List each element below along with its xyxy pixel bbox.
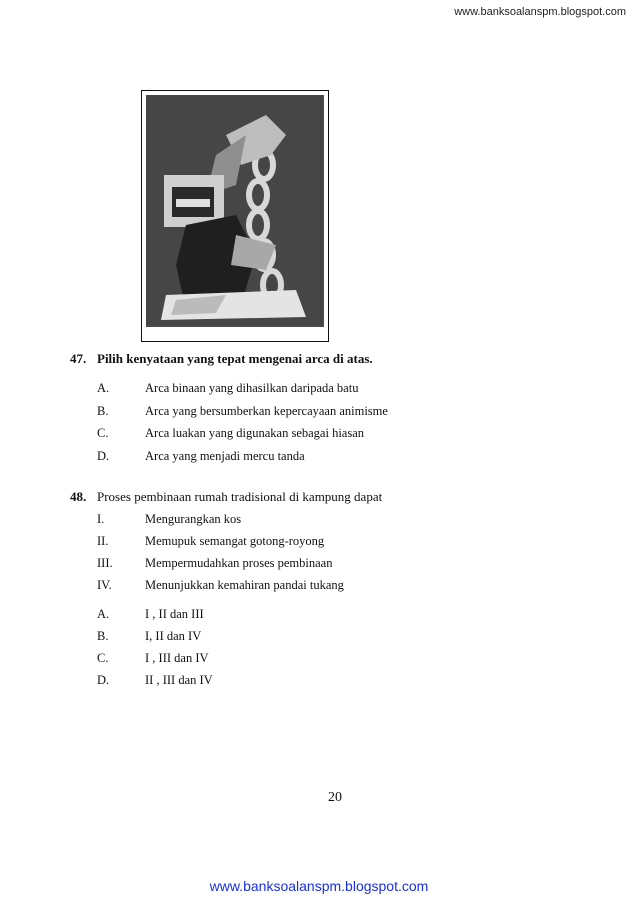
option-label: D. — [97, 673, 110, 687]
q48-statement-1 — [97, 511, 241, 527]
option-text: I, II dan IV — [145, 629, 202, 643]
option-text: Arca binaan yang dihasilkan daripada batu — [145, 381, 359, 395]
q48-option-c — [97, 650, 209, 666]
q48-statement-2 — [97, 533, 324, 549]
statement-text: Memupuk semangat gotong-royong — [145, 534, 325, 548]
header-url: www.banksoalanspm.blogspot.com — [454, 6, 626, 18]
statement-text: Mengurangkan kos — [145, 512, 242, 526]
statement-text: Menunjukkan kemahiran pandai tukang — [145, 578, 344, 592]
option-label: A. — [97, 381, 110, 395]
statue-figure — [141, 90, 329, 342]
question-47-stem — [70, 351, 590, 367]
statement-label: III. — [97, 556, 113, 570]
option-text: I , II dan III — [145, 607, 204, 621]
carved-statue-photo-icon — [146, 95, 324, 327]
q48-statement-3 — [97, 555, 332, 571]
q47-option-d — [97, 448, 305, 464]
option-text: Arca yang menjadi mercu tanda — [145, 449, 305, 463]
q47-option-c — [97, 425, 364, 441]
option-label: B. — [97, 629, 109, 643]
option-label: C. — [97, 651, 109, 665]
option-label: A. — [97, 607, 110, 621]
q48-option-d — [97, 672, 213, 688]
q48-option-b — [97, 628, 201, 644]
question-47-number: 47. — [70, 351, 87, 366]
statement-label: I. — [97, 512, 105, 526]
option-text: Arca yang bersumberkan kepercayaan animisme — [145, 404, 388, 418]
q47-option-a — [97, 380, 358, 396]
option-text: I , III dan IV — [145, 651, 209, 665]
statement-label: IV. — [97, 578, 112, 592]
statement-label: II. — [97, 534, 109, 548]
option-label: C. — [97, 426, 109, 440]
option-label: D. — [97, 449, 110, 463]
question-48-text: Proses pembinaan rumah tradisional di kampung dapat — [97, 489, 383, 504]
option-label: B. — [97, 404, 109, 418]
page-number: 20 — [328, 790, 342, 805]
statement-text: Mempermudahkan proses pembinaan — [145, 556, 333, 570]
q48-statement-4 — [97, 577, 344, 593]
option-text: Arca luakan yang digunakan sebagai hiasan — [145, 426, 365, 440]
q47-option-b — [97, 403, 388, 419]
question-48-stem — [70, 489, 590, 505]
question-47-text: Pilih kenyataan yang tepat mengenai arca di atas. — [97, 351, 373, 366]
q48-option-a — [97, 606, 204, 622]
option-text: II , III dan IV — [145, 673, 213, 687]
question-48-number: 48. — [70, 489, 87, 504]
footer-url[interactable]: www.banksoalanspm.blogspot.com — [209, 878, 429, 894]
